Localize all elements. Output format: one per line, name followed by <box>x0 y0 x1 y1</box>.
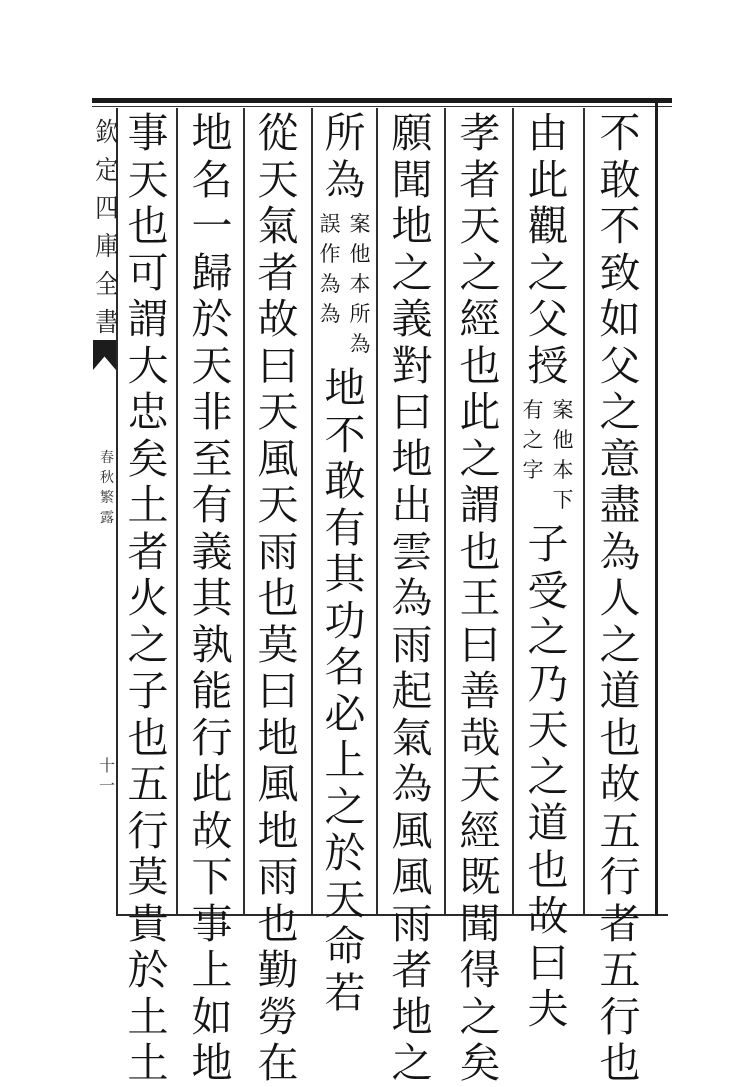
top-border-thin-rule <box>92 106 672 107</box>
text-column-2 <box>516 110 580 1033</box>
column-divider <box>512 108 514 914</box>
text-column-8: 事天也可謂大忠矣土者火之子也五行莫貴於土土 <box>127 109 169 1087</box>
text-column-6: 從天氣者故曰天風天雨也莫曰地風地雨也勤勞在 <box>257 109 299 1087</box>
text-column-4: 願聞地之義對曰地出雲為雨起氣為風風雨者地之 <box>391 109 433 1087</box>
column-divider <box>444 108 446 914</box>
annotation-block <box>516 395 580 515</box>
text-column-5-bottom: 地不敢有其功名必上之於天命若 <box>324 364 366 1017</box>
annotation-line: 誤作為為 <box>319 212 341 326</box>
right-border-rule <box>655 103 658 916</box>
margin-page-number: 十一 <box>98 756 115 795</box>
text-column-2-bottom: 子受之乃天之道也故曰夫 <box>527 520 569 1033</box>
top-border-rule <box>92 98 672 103</box>
text-column-7: 地名一歸於天非至有義其孰能行此故下事上如地 <box>191 109 233 1087</box>
column-divider <box>243 108 245 914</box>
column-divider <box>583 108 585 914</box>
text-column-5-top: 所為 <box>324 109 366 204</box>
text-column-2-top: 由此觀之父授 <box>527 109 569 390</box>
annotation-block <box>313 209 377 359</box>
annotation-line: 案他本下 <box>552 398 574 512</box>
text-column-5 <box>313 110 377 1016</box>
text-column-3: 孝者天之經也此之謂也王曰善哉天經既聞得之矣 <box>459 109 501 1087</box>
margin-work-title: 春秋繁露 <box>100 450 114 526</box>
text-column-1: 不敢不致如父之意盡為人之道也故五行者五行也 <box>599 109 641 1087</box>
annotation-line: 案他本所為 <box>349 212 371 356</box>
margin-book-title: 欽定四庫全書 <box>95 118 119 338</box>
annotation-line: 有之字 <box>522 398 544 482</box>
